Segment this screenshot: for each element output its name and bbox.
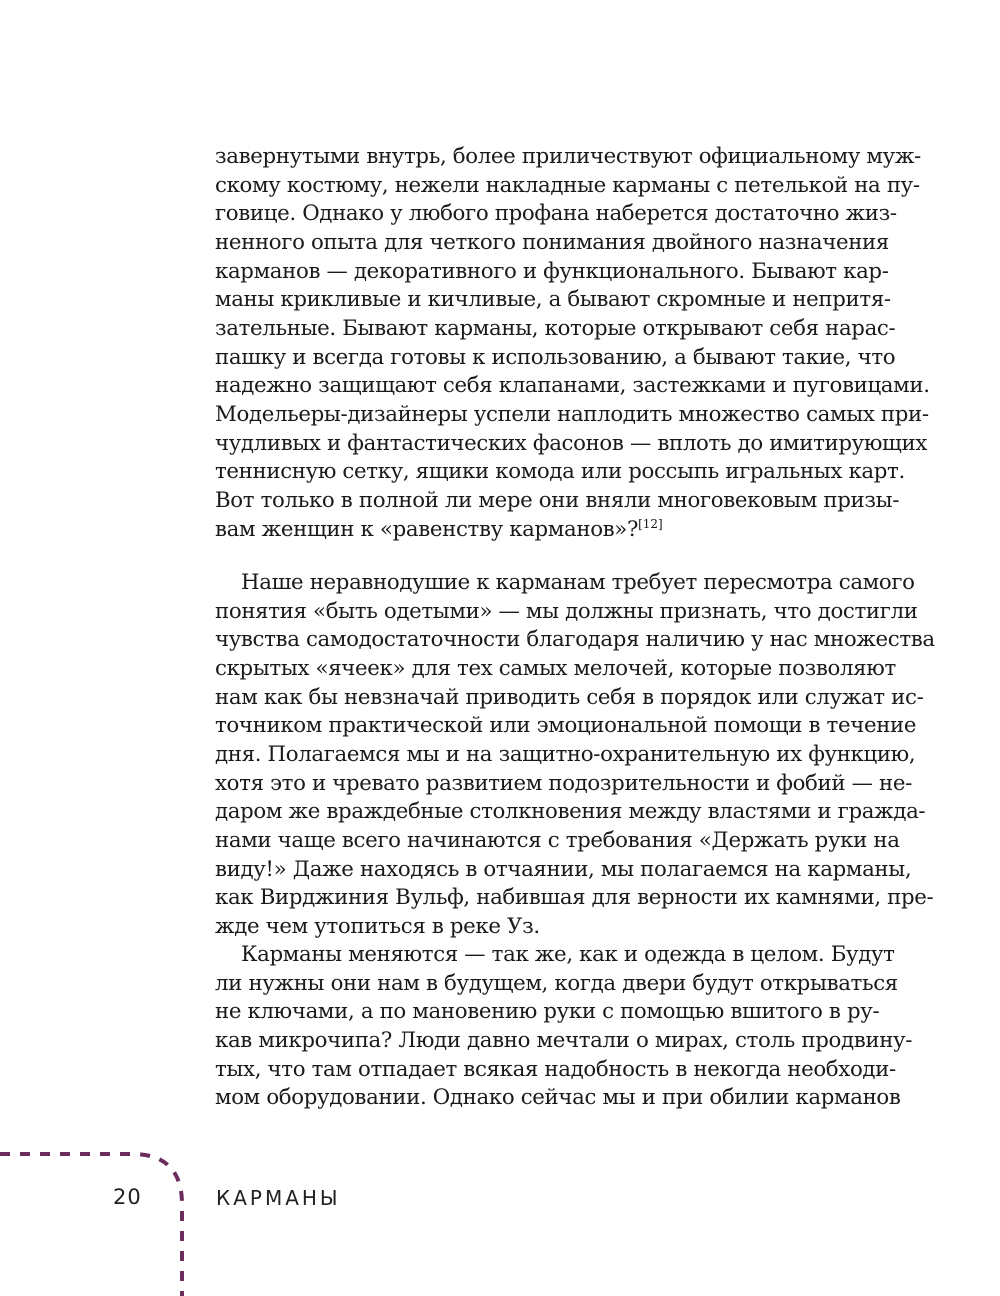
text-line: говице. Однако у любого профана наберется достаточно жиз- [215, 201, 897, 227]
text-line: маны крикливые и кичливые, а бывают скромные и непритя- [215, 287, 891, 313]
text-line: понятия «быть одетыми» — мы должны признать, что достигли [215, 598, 918, 624]
text-line: виду!» Даже находясь в отчаянии, мы полагаемся на карманы, [215, 856, 912, 882]
paragraph-1 [215, 143, 930, 544]
page-corner-dashed-frame [0, 0, 200, 1296]
text-line: дня. Полагаемся мы и на защитно-охранительную их функцию, [215, 741, 916, 767]
text-line: хотя это и чревато развитием подозрительности и фобий — не- [215, 770, 912, 796]
text-line: надежно защищают себя клапанами, застежками и пуговицами. [215, 373, 930, 399]
text-line: скрытых «ячеек» для тех самых мелочей, которые позволяют [215, 655, 896, 681]
paragraph-2 [215, 569, 935, 942]
text-line: ненного опыта для четкого понимания двойного назначения [215, 229, 889, 255]
text-line: теннисную сетку, ящики комода или россыпь игральных карт. [215, 459, 905, 485]
text-line: как Вирджиния Вульф, набившая для верности их камнями, пре- [215, 885, 934, 911]
text-line-last [215, 516, 865, 545]
text-line-content: вам женщин к «равенству карманов»? [215, 516, 639, 542]
text-line: кав микрочипа? Люди давно мечтали о мирах, столь продвину- [215, 1027, 913, 1053]
text-line: даром же враждебные столкновения между властями и гражда- [215, 799, 926, 825]
text-line-first: Карманы меняются — так же, как и одежда в целом. Будут [241, 942, 895, 967]
text-line: Вот только в полной ли мере они вняли многовековым призы- [215, 487, 900, 513]
paragraph-3 [215, 941, 913, 1113]
text-line: карманов — декоративного и функционального. Бывают кар- [215, 258, 889, 284]
text-line: нам как бы невзначай приводить себя в порядок или служат ис- [215, 684, 924, 710]
text-line: пашку и всегда готовы к использованию, а бывают такие, что [215, 344, 896, 370]
text-line: мом оборудовании. Однако сейчас мы и при обилии карманов [215, 1085, 901, 1111]
text-line: завернутыми внутрь, более приличествуют официальному муж- [215, 144, 921, 169]
text-line: скому костюму, нежели накладные карманы с петелькой на пу- [215, 172, 920, 198]
text-line: точником практической или эмоциональной помощи в течение [215, 713, 917, 739]
text-line: чувства самодостаточности благодаря наличию у нас множества [215, 627, 935, 653]
text-line: нами чаще всего начинаются с требования «Держать руки на [215, 827, 900, 853]
page-number: 20 [113, 1185, 142, 1209]
text-line-first: Наше неравнодушие к карманам требует пересмотра самого [241, 570, 915, 595]
text-line-last: жде чем утопиться в реке Уз. [215, 913, 540, 939]
text-line: тых, что там отпадает всякая надобность в некогда необходи- [215, 1056, 896, 1082]
running-title: КАРМАНЫ [216, 1186, 341, 1210]
text-line: Модельеры-дизайнеры успели наплодить множество самых при- [215, 401, 929, 427]
text-line: ли нужны они нам в будущем, когда двери будут открываться [215, 970, 898, 996]
dashed-frame-path [0, 1154, 182, 1296]
text-line: чудливых и фантастических фасонов — вплоть до имитирующих [215, 430, 928, 456]
text-line: не ключами, а по мановению руки с помощью вшитого в ру- [215, 999, 880, 1025]
footnote-reference[interactable]: [12] [638, 516, 663, 531]
text-line: зательные. Бывают карманы, которые открывают себя нарас- [215, 315, 896, 341]
